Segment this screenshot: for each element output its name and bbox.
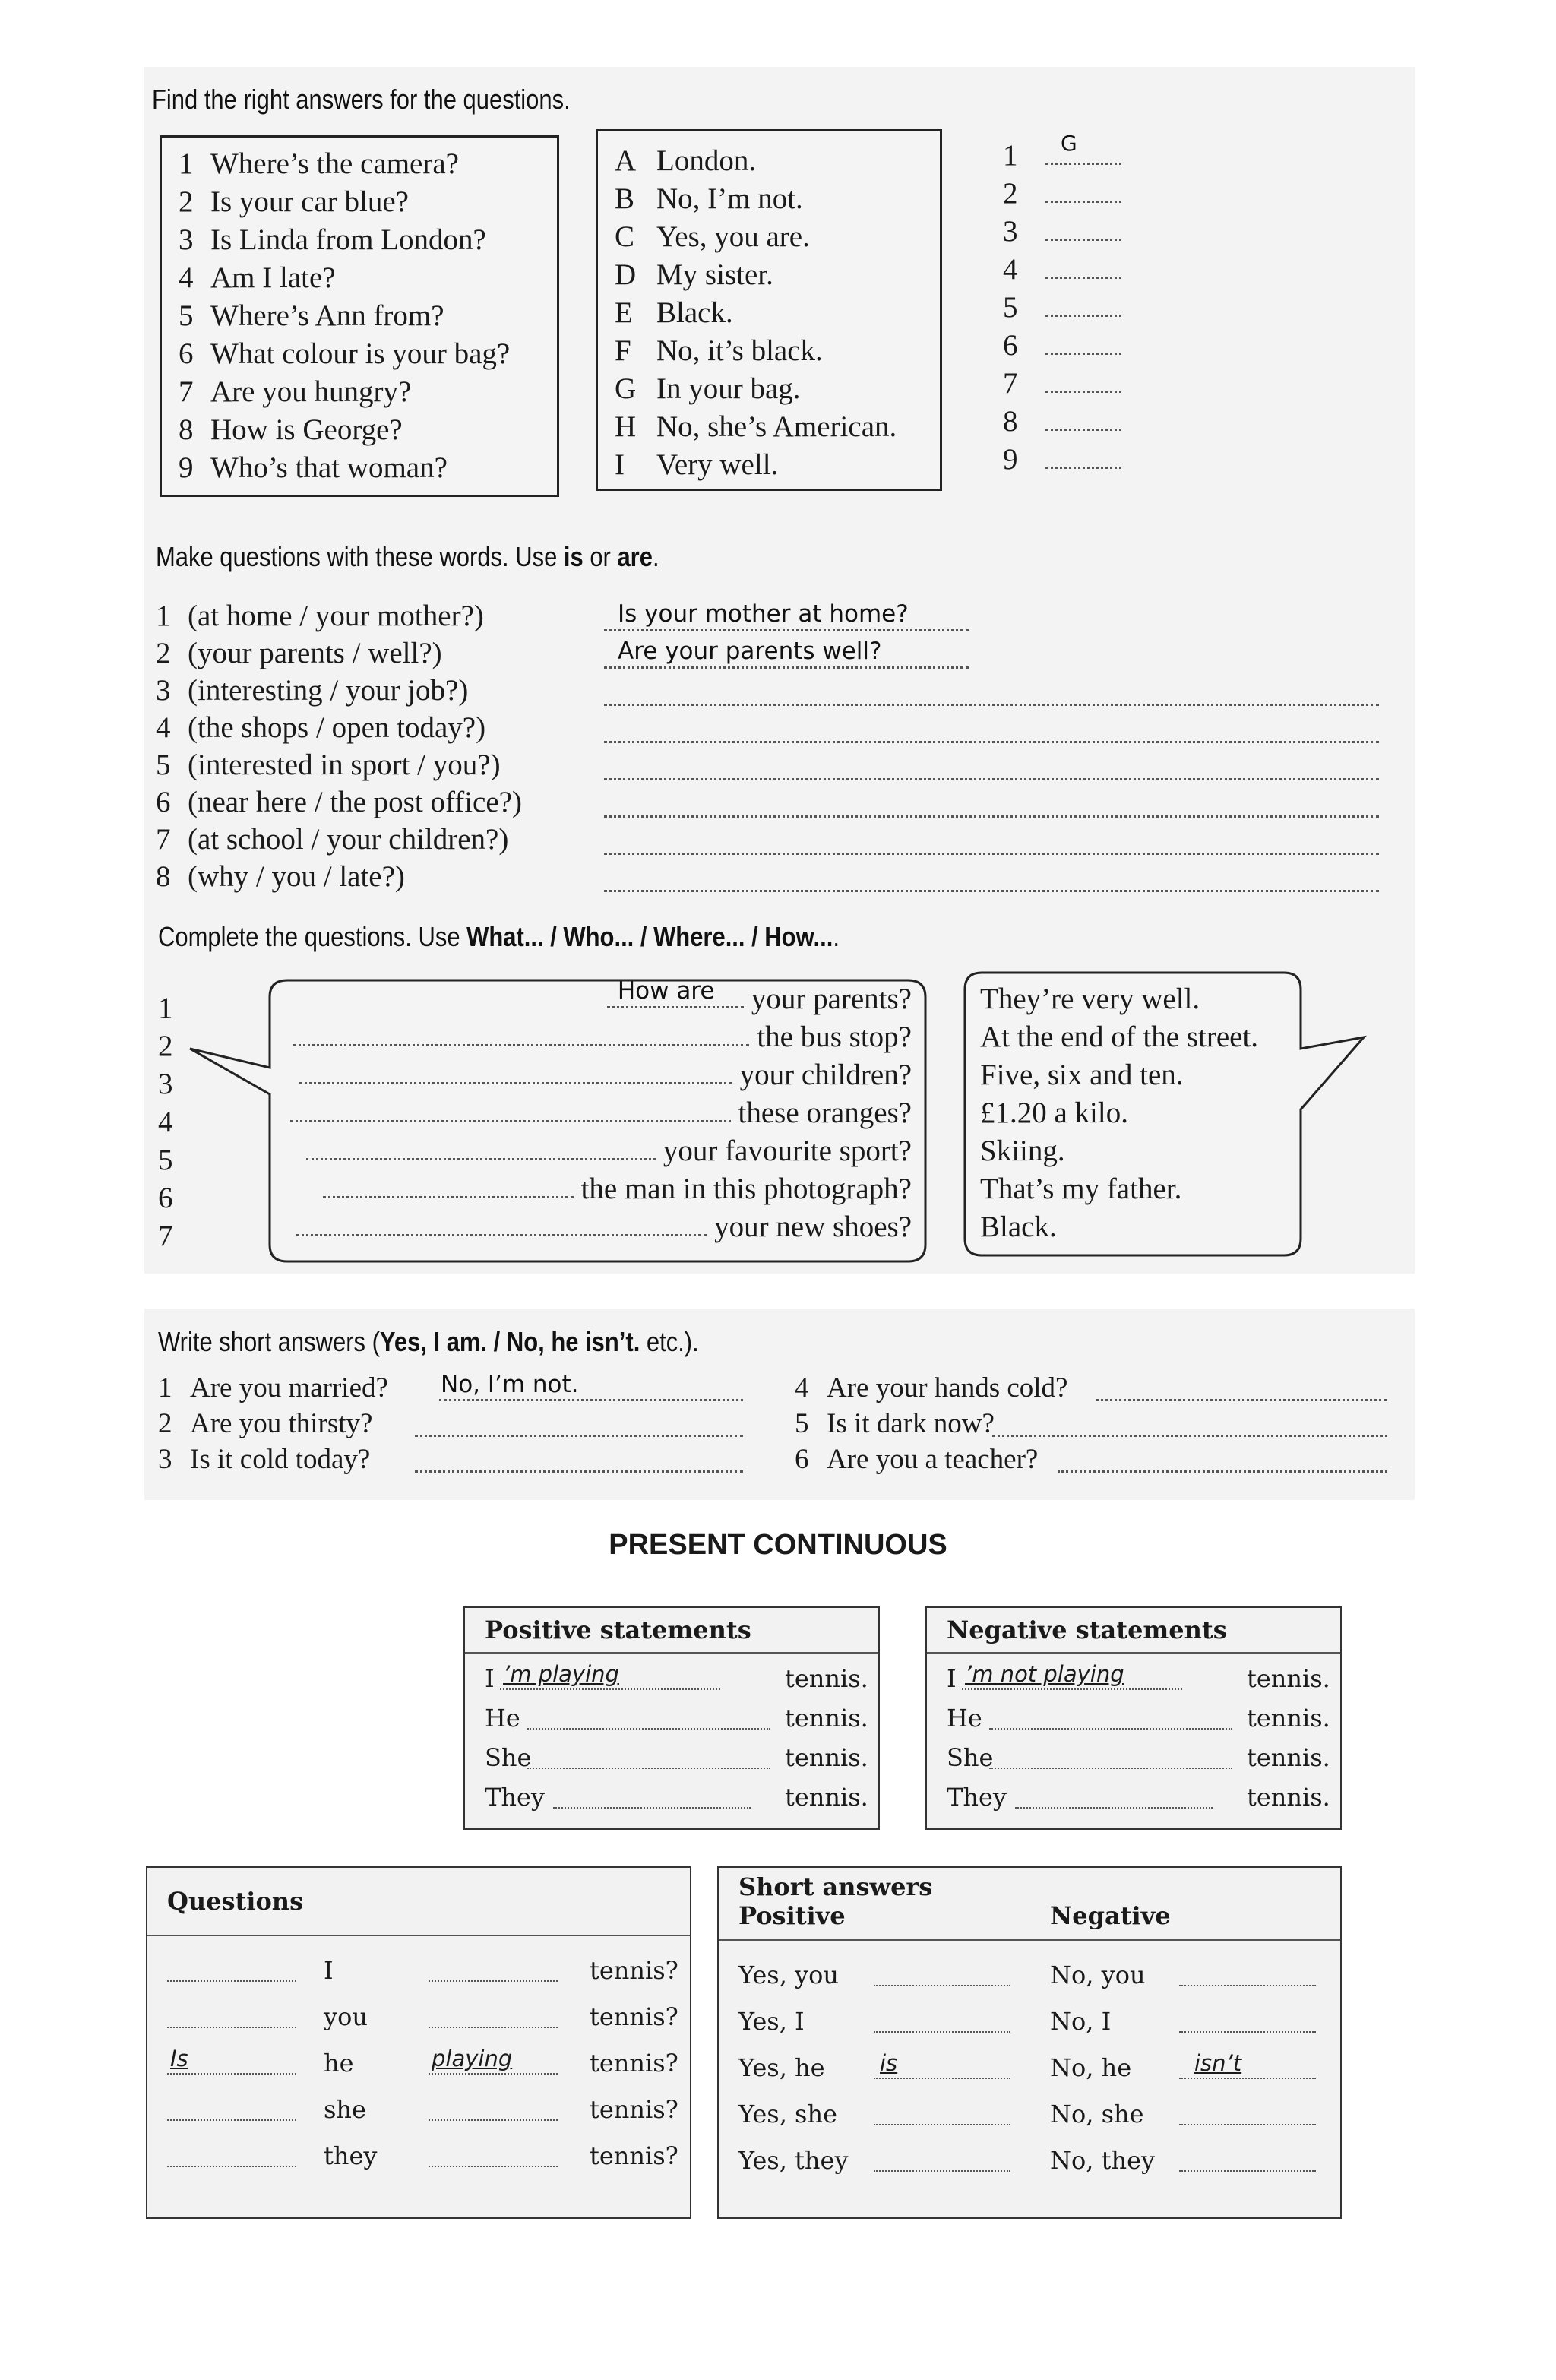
reply-text: £1.20 a kilo.	[980, 1097, 1128, 1129]
negative-blank	[1179, 1962, 1316, 1986]
subject: She	[485, 1743, 532, 1772]
example-answer: ’m playing	[503, 1661, 619, 1687]
exercise-4-list	[158, 1372, 1389, 1486]
short-answer-item	[795, 1443, 1395, 1479]
negative-answer: No, I	[1050, 2007, 1112, 2036]
subject: He	[947, 1704, 982, 1733]
question-text: Who’s that woman?	[210, 451, 448, 484]
object: tennis.	[785, 1783, 868, 1812]
example-answer: isn’t	[1194, 2050, 1242, 2076]
reply-text: They’re very well.	[980, 983, 1200, 1015]
question-line	[285, 1096, 912, 1134]
question-number: 6	[179, 337, 194, 370]
item-number: 6	[156, 786, 171, 818]
question-ending: your children?	[739, 1059, 912, 1091]
answer-text: Very well.	[656, 448, 779, 481]
verb-blank	[429, 1957, 558, 1982]
question-ending: your new shoes?	[714, 1211, 912, 1243]
positive-blank	[874, 2147, 1010, 2172]
positive-answer: Yes, they	[738, 2146, 849, 2175]
question-row	[167, 2002, 684, 2048]
answer-letter: I	[615, 448, 625, 481]
verb-blank	[429, 2004, 558, 2028]
item-words: (at school / your children?)	[188, 823, 509, 856]
item-number: 5	[156, 748, 171, 781]
item-number: 1	[158, 1372, 172, 1404]
exercise-3-replies	[980, 980, 1258, 1246]
subject: she	[324, 2095, 366, 2124]
verb-blank	[962, 1661, 1182, 1690]
exercise-3-numbers	[158, 989, 173, 1255]
answer-line	[1096, 1376, 1387, 1401]
reply-text: Five, six and ten.	[980, 1059, 1184, 1091]
answer-letter: E	[615, 296, 633, 329]
answer-text: Yes, you are.	[656, 220, 810, 253]
item-number: 3	[158, 1068, 173, 1100]
answer-key-number: 4	[1003, 253, 1018, 286]
subject: She	[947, 1743, 994, 1772]
answer-key-number: 7	[1003, 367, 1018, 400]
item-number: 7	[156, 823, 171, 856]
negative-row	[947, 1661, 1330, 1704]
item-words: (at home / your mother?)	[188, 600, 484, 632]
item-number: 8	[156, 860, 171, 893]
verb-blank	[989, 1745, 1232, 1769]
negative-row	[947, 1783, 1330, 1822]
item-words: (the shops / open today?)	[188, 711, 486, 744]
short-answer-row	[738, 2007, 1331, 2052]
question-number: 8	[179, 413, 194, 446]
answer-line	[415, 1412, 743, 1437]
positive-blank	[874, 2101, 1010, 2125]
question-ending: these oranges?	[738, 1097, 912, 1129]
aux-blank	[167, 2004, 296, 2028]
item-number: 3	[156, 674, 171, 707]
question-ending: your parents?	[751, 983, 912, 1015]
exercise-2-heading-is: is	[563, 541, 584, 572]
object: tennis?	[590, 2049, 678, 2078]
question-row	[167, 1956, 684, 2002]
item-words: (near here / the post office?)	[188, 786, 522, 818]
question-line	[285, 1058, 912, 1096]
positive-answer: Yes, I	[738, 2007, 805, 2036]
answer-letter: F	[615, 334, 631, 367]
exercise-3-heading-text: Complete the questions. Use	[158, 921, 467, 952]
item-number: 4	[158, 1106, 173, 1138]
item-number: 5	[158, 1144, 173, 1176]
subject: he	[324, 2049, 354, 2078]
short-answers-title: Short answers	[738, 1872, 933, 1901]
verb-blank	[1015, 1784, 1213, 1809]
aux-blank	[167, 2046, 296, 2075]
positive-blank	[874, 2050, 1010, 2079]
question-number: 7	[179, 375, 194, 408]
exercise-4-heading	[158, 1326, 699, 1358]
answer-key-number: 8	[1003, 405, 1018, 438]
question-number: 3	[179, 223, 194, 256]
positive-row	[485, 1704, 868, 1743]
question-text: Am I late?	[210, 261, 336, 294]
exercise-2-heading-are: are	[617, 541, 653, 572]
answer-text: London.	[656, 144, 757, 177]
verb-blank	[429, 2046, 558, 2075]
object: tennis.	[1247, 1783, 1330, 1812]
negative-statements-title: Negative statements	[927, 1608, 1340, 1654]
subject: I	[324, 1956, 334, 1985]
aux-blank	[167, 1957, 296, 1982]
questions-table	[146, 1866, 691, 2219]
item-words: (interested in sport / you?)	[188, 748, 501, 781]
object: tennis?	[590, 1956, 678, 1985]
item-question: Is it cold today?	[190, 1444, 371, 1475]
answer-text: In your bag.	[656, 372, 801, 405]
question-ending: your favourite sport?	[663, 1135, 912, 1167]
verb-blank	[527, 1745, 770, 1769]
answer-line	[992, 1412, 1387, 1437]
item-number: 7	[158, 1220, 173, 1252]
example-answer: playing	[432, 2046, 513, 2071]
answer-letter: H	[615, 410, 637, 443]
question-text: Is Linda from London?	[210, 223, 486, 256]
exercise-1-heading: Find the right answers for the questions.	[152, 84, 571, 115]
object: tennis.	[1247, 1704, 1330, 1733]
question-line	[285, 1134, 912, 1172]
negative-blank	[1179, 2101, 1316, 2125]
exercise-2-heading-text: Make questions with these words. Use	[156, 541, 564, 572]
positive-answer: Yes, she	[738, 2100, 838, 2128]
item-number: 4	[156, 711, 171, 744]
item-number: 2	[158, 1030, 173, 1062]
section-title: PRESENT CONTINUOUS	[609, 1529, 947, 1561]
subject: I	[485, 1664, 495, 1693]
handwritten-answer: How are	[617, 977, 715, 1005]
verb-blank	[553, 1784, 751, 1809]
item-number: 2	[158, 1408, 172, 1439]
verb-blank	[429, 2143, 558, 2167]
short-answer-row	[738, 1961, 1331, 2006]
item-question: Is it dark now?	[827, 1408, 995, 1439]
object: tennis.	[785, 1664, 868, 1693]
short-answer-item	[795, 1372, 1395, 1407]
answer-line	[323, 1173, 574, 1198]
short-answers-header	[719, 1868, 1340, 1941]
answer-key-number: 3	[1003, 215, 1018, 248]
aux-blank	[167, 2143, 296, 2167]
item-number: 1	[156, 600, 171, 632]
verb-blank	[989, 1705, 1232, 1730]
exercise-4-heading-bold: Yes, I am. / No, he isn’t.	[379, 1326, 640, 1357]
answer-text: No, I’m not.	[656, 182, 803, 215]
question-text: Are you hungry?	[210, 375, 412, 408]
short-answers-negative-label: Negative	[1050, 1901, 1171, 1930]
item-number: 6	[158, 1182, 173, 1214]
item-question: Are you thirsty?	[190, 1408, 373, 1439]
question-row	[167, 2141, 684, 2187]
negative-blank	[1179, 2008, 1316, 2033]
answer-letter: D	[615, 258, 637, 291]
short-answer-item	[795, 1407, 1395, 1443]
reply-text: At the end of the street.	[980, 1021, 1259, 1053]
handwritten-answer: Are your parents well?	[618, 638, 882, 665]
item-question: Are you a teacher?	[827, 1444, 1039, 1475]
question-ending: the bus stop?	[757, 1021, 912, 1053]
question-text: How is George?	[210, 413, 403, 446]
answer-letter: B	[615, 182, 635, 215]
short-answer-row	[738, 2100, 1331, 2145]
verb-blank	[429, 2097, 558, 2121]
positive-answer: Yes, he	[738, 2053, 825, 2082]
item-question: Are you married?	[190, 1372, 388, 1404]
answer-key-number: 2	[1003, 177, 1018, 210]
short-answer-row	[738, 2146, 1331, 2192]
item-words: (interesting / your job?)	[188, 674, 469, 707]
answer-text: My sister.	[656, 258, 773, 291]
negative-answer: No, she	[1050, 2100, 1144, 2128]
short-answer-row	[738, 2050, 1331, 2099]
object: tennis?	[590, 2141, 678, 2170]
positive-row	[485, 1661, 868, 1704]
answer-line	[299, 1059, 732, 1084]
answer-line	[607, 977, 744, 1008]
exercise-2-heading-end: .	[652, 541, 659, 572]
negative-statements-table	[925, 1606, 1342, 1830]
item-number: 6	[795, 1444, 809, 1475]
short-answers-positive-label: Positive	[738, 1901, 846, 1930]
question-row	[167, 2046, 684, 2094]
handwritten-answer: Is your mother at home?	[618, 600, 909, 628]
question-line	[285, 977, 912, 1020]
question-number: 5	[179, 299, 194, 332]
exercise-4-heading-end: etc.).	[640, 1326, 699, 1357]
question-text: Is your car blue?	[210, 185, 409, 218]
question-text: Where’s the camera?	[210, 147, 459, 180]
answer-line	[290, 1097, 731, 1122]
subject: They	[947, 1783, 1007, 1812]
answer-letter: A	[615, 144, 637, 177]
verb-blank	[500, 1661, 720, 1690]
question-number: 4	[179, 261, 194, 294]
questions-title: Questions	[147, 1868, 690, 1936]
object: tennis.	[1247, 1743, 1330, 1772]
answer-letter: G	[615, 372, 637, 405]
answer-text: No, it’s black.	[656, 334, 823, 367]
negative-blank	[1179, 2147, 1316, 2172]
question-line	[285, 1172, 912, 1210]
subject: you	[324, 2002, 368, 2031]
negative-answer: No, you	[1050, 1961, 1146, 1989]
handwritten-answer: No, I’m not.	[441, 1371, 579, 1398]
answer-line	[1058, 1448, 1387, 1473]
question-line	[285, 1210, 912, 1248]
object: tennis.	[785, 1704, 868, 1733]
question-ending: the man in this photograph?	[580, 1173, 912, 1205]
positive-blank	[874, 2008, 1010, 2033]
item-number: 5	[795, 1408, 809, 1439]
item-number: 1	[158, 992, 173, 1024]
positive-blank	[874, 1962, 1010, 1986]
answer-key-number: 1	[1003, 139, 1018, 172]
item-question: Are your hands cold?	[827, 1372, 1068, 1404]
question-row	[167, 2095, 684, 2141]
answer-text: Black.	[656, 296, 733, 329]
answer-letter: C	[615, 220, 635, 253]
answer-text: No, she’s American.	[656, 410, 897, 443]
subject: He	[485, 1704, 520, 1733]
negative-answer: No, he	[1050, 2053, 1132, 2082]
answer-line	[439, 1371, 743, 1401]
example-answer: is	[880, 2050, 898, 2076]
negative-blank	[1179, 2050, 1316, 2079]
negative-answer: No, they	[1050, 2146, 1156, 2175]
answer-key-number: 9	[1003, 443, 1018, 476]
item-number: 3	[158, 1444, 172, 1475]
object: tennis?	[590, 2002, 678, 2031]
answer-line	[296, 1211, 707, 1236]
short-answers-table	[717, 1866, 1342, 2219]
question-text: Where’s Ann from?	[210, 299, 444, 332]
question-number: 2	[179, 185, 194, 218]
handwritten-answer: G	[1061, 131, 1077, 156]
positive-statements-title: Positive statements	[465, 1608, 878, 1654]
answer-line	[293, 1021, 749, 1046]
aux-blank	[167, 2097, 296, 2121]
answer-line	[306, 1135, 656, 1160]
question-text: What colour is your bag?	[210, 337, 511, 370]
object: tennis.	[785, 1743, 868, 1772]
answer-line	[415, 1448, 743, 1473]
negative-row	[947, 1743, 1330, 1783]
question-line	[285, 1020, 912, 1058]
answer-key-number: 6	[1003, 329, 1018, 362]
verb-blank	[527, 1705, 770, 1730]
exercise-2-heading-or: or	[583, 541, 618, 572]
item-number: 2	[156, 637, 171, 669]
subject: They	[485, 1783, 545, 1812]
positive-row	[485, 1743, 868, 1783]
question-number: 9	[179, 451, 194, 484]
reply-text: That’s my father.	[980, 1173, 1182, 1205]
positive-row	[485, 1783, 868, 1822]
exercise-3-heading-end: .	[833, 921, 840, 952]
exercise-3-heading-words: What... / Who... / Where... / How...	[466, 921, 833, 952]
object: tennis.	[1247, 1664, 1330, 1693]
item-number: 4	[795, 1372, 809, 1404]
reply-text: Black.	[980, 1211, 1057, 1243]
subject: I	[947, 1664, 957, 1693]
positive-statements-table	[463, 1606, 880, 1830]
example-answer: ’m not playing	[965, 1661, 1124, 1687]
item-words: (why / you / late?)	[188, 860, 405, 893]
positive-answer: Yes, you	[738, 1961, 839, 1989]
exercise-3-lines	[285, 977, 912, 1255]
question-number: 1	[179, 147, 194, 180]
answer-key-number: 5	[1003, 291, 1018, 324]
object: tennis?	[590, 2095, 678, 2124]
negative-row	[947, 1704, 1330, 1743]
reply-text: Skiing.	[980, 1135, 1065, 1167]
exercise-4-heading-text: Write short answers (	[158, 1326, 380, 1357]
item-words: (your parents / well?)	[188, 637, 442, 669]
subject: they	[324, 2141, 378, 2170]
example-answer: Is	[170, 2046, 188, 2071]
